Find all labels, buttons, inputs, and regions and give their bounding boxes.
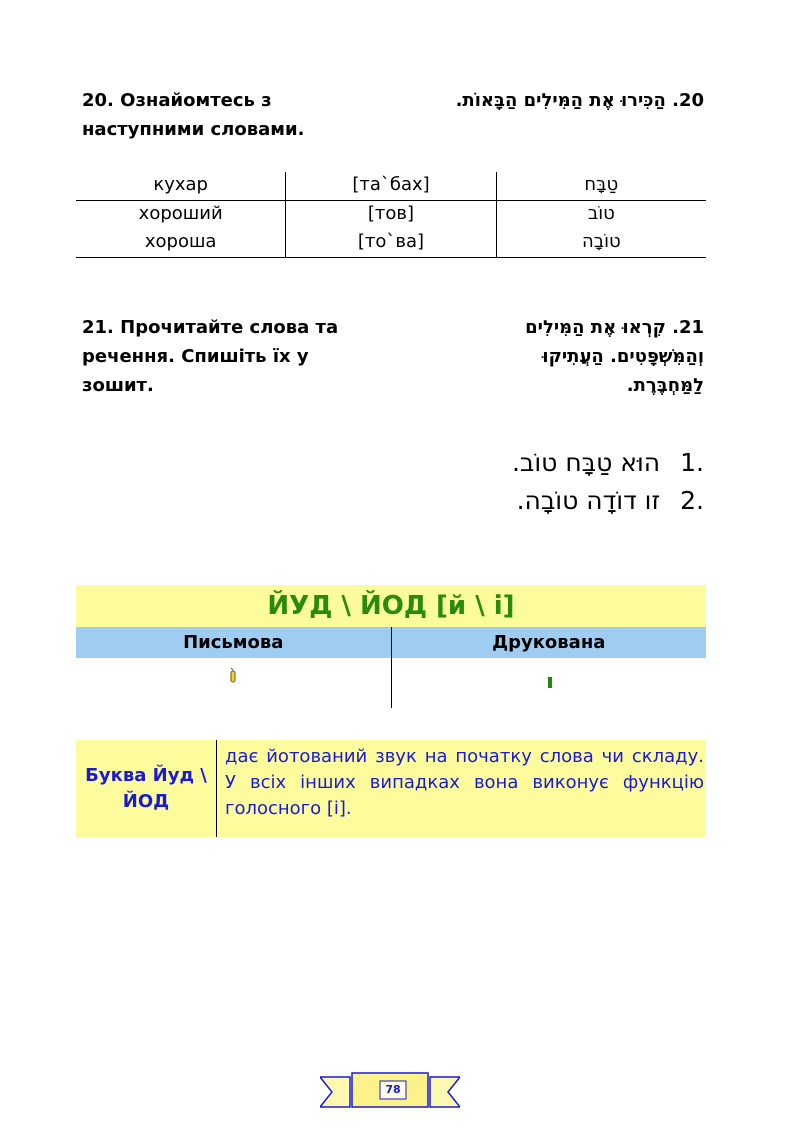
vocabulary-table [76,172,706,258]
table-row [76,201,706,229]
ukrainian-word: кухар [153,174,208,195]
description-text: дає йотований звук на початку слова чи складу. У всіх інших випадках вона виконує функцію голосного [і]. [225,746,704,819]
ukrainian-word: хороша [144,231,217,252]
exercise-21-ukrainian: 21. Прочитайте слова та речення. Спишіть їх у зошит. [82,317,339,396]
sentence-number: 2. [680,486,704,515]
sentence-text: הוּא טַבָּח טוֹב. [511,448,661,477]
sentence-number: 1. [680,448,704,477]
page-number-badge [320,1067,460,1115]
sentence-text: זו דוֹדָה טוֹבָה. [516,486,661,515]
letter-title: ЙУД \ ЙОД [й \ і] [76,585,706,627]
table-row [76,172,706,201]
printed-label: Друкована [391,627,707,658]
list-item [512,482,704,520]
transcription: [то`ва] [285,229,495,257]
hebrew-sentences [512,444,704,520]
handwritten-cell [76,658,391,708]
exercise-21-hebrew: 21. קִרְאוּ אֶת הַמִּילִים וְהַמִּשְׁפָּטִים. הַעֲתִיקוּ לַמַּחְבֶּרֶת. [525,317,704,396]
yod-script-icon [229,667,237,684]
ukrainian-word: хороший [138,203,223,224]
table-row [76,229,706,258]
description-label: Буква Йуд \ ЙОД [76,740,217,837]
hebrew-word: טוֹב [496,201,706,229]
letter-description [76,740,706,837]
yod-print-icon [548,677,552,688]
letter-header-row [76,627,706,658]
list-item [512,444,704,482]
letter-forms-row [76,658,706,708]
printed-cell [391,658,707,708]
handwritten-label: Письмова [183,632,284,653]
exercise-20-hebrew: 20. הַכִּירוּ אֶת הַמִּילִים הַבָּאוֹת. [455,90,704,111]
transcription: [та`бах] [285,172,495,200]
transcription: [тов] [285,201,495,229]
page-number: 78 [385,1083,401,1096]
exercise-20-ukrainian: 20. Ознайомтесь з наступними словами. [82,90,305,140]
hebrew-word: טַבָּח [496,172,706,200]
hebrew-word: טוֹבָה [496,229,706,257]
